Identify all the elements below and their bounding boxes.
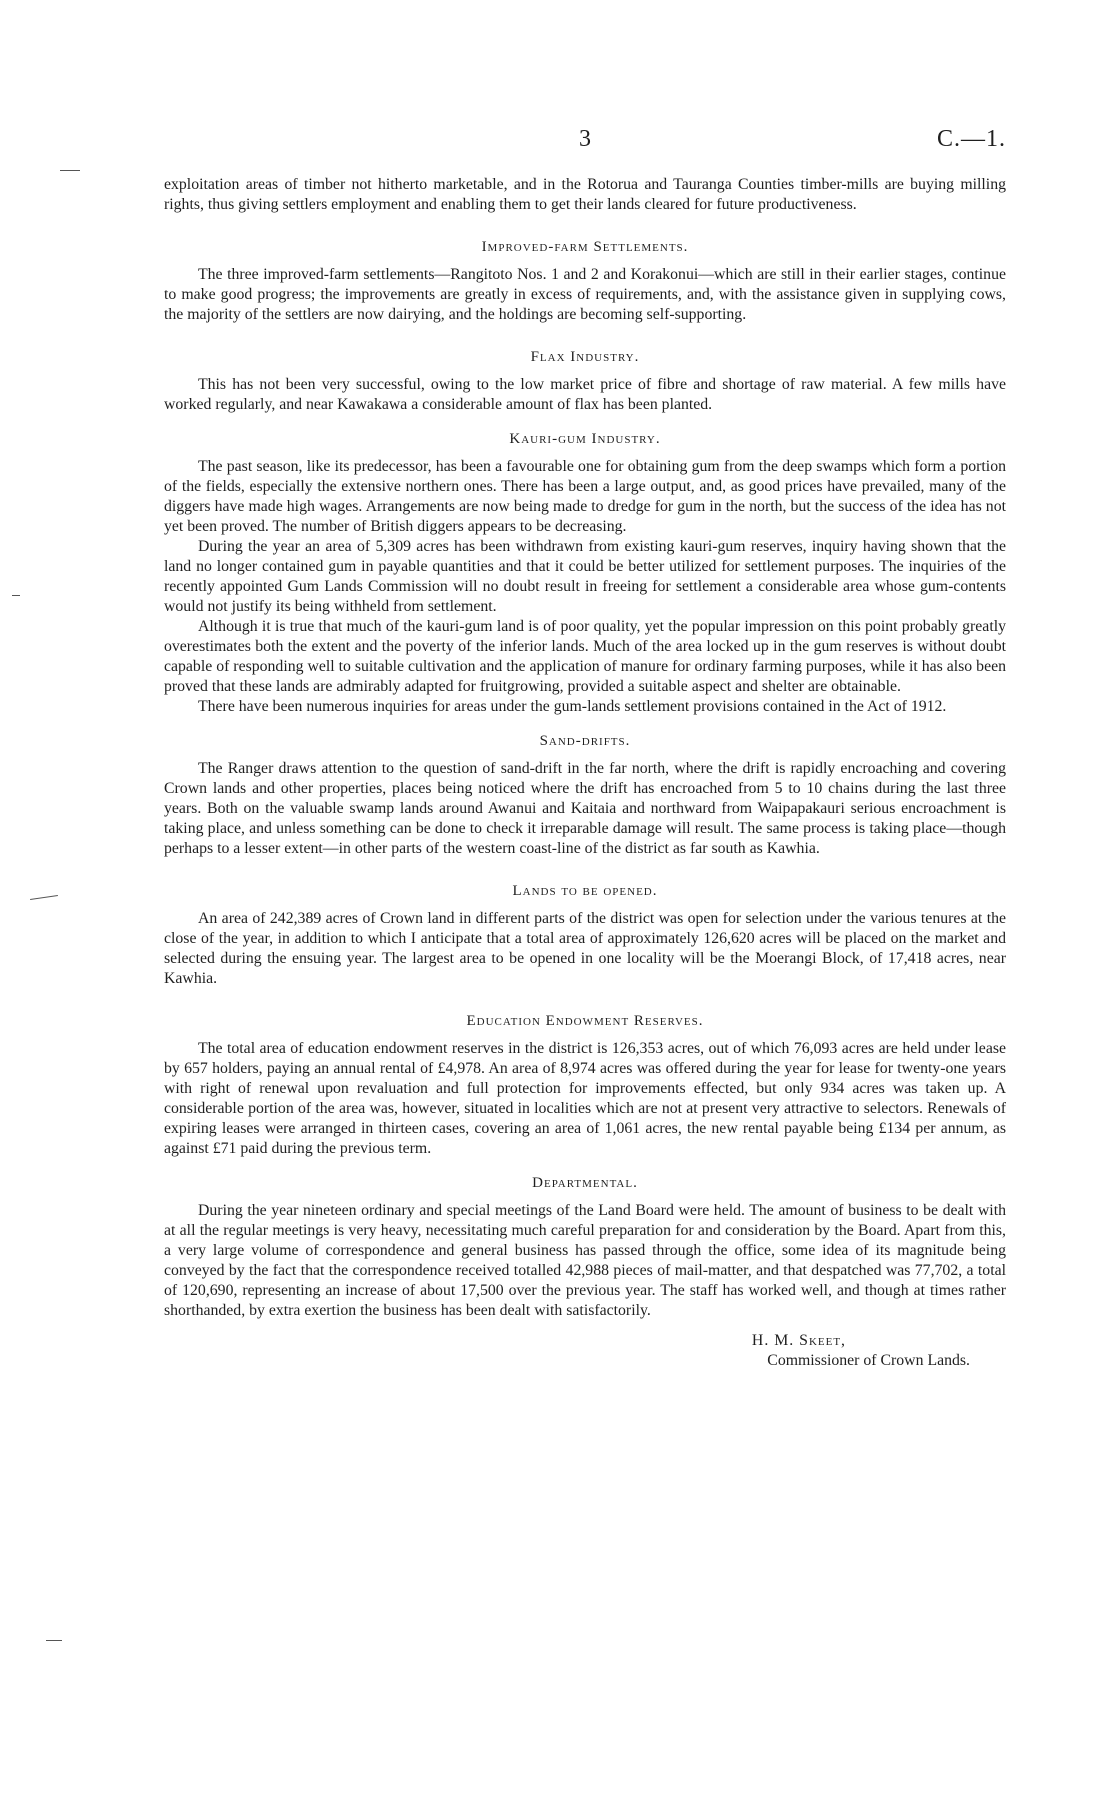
margin-mark <box>30 895 58 900</box>
paragraph: The total area of education endowment reserves in the district is 126,353 acres, out of which 76,093 acres are held under lease by 657 holders, paying an annual rental of £4,978. An area of 8,974 acres was offered during the year for lease for twenty-one years with right of renewal upon revaluation and full protection for improvements effected, but only 934 acres was taken up. A considerable portion of the area was, however, situated in localities which are not at present very attractive to selectors. Renewals of expiring leases were arranged in thirteen cases, covering an area of 1,061 acres, the new rental payable being £134 per annum, as against £71 paid during the previous term. <box>164 1040 1006 1157</box>
margin-mark <box>60 170 80 171</box>
signature-name: H. M. Skeet, <box>751 1332 846 1349</box>
section-heading: Kauri-gum Industry. <box>509 431 661 447</box>
paragraph: During the year nineteen ordinary and special meetings of the Land Board were held. The amount of business to be dealt with at all the regular meetings is very heavy, necessitating much careful preparation for and consideration by the Board. Apart from this, a very large volume of correspondence and general business has passed through the office, some idea of its magnitude being conveyed by the fact that the correspondence received totalled 42,988 pieces of mail-matter, and that despatched was 77,702, a total of 120,690, representing an increase of about 17,500 over the previous year. The staff has worked well, and though at times rather shorthanded, by extra exertion the business has been dealt with satisfactorily. <box>164 1202 1006 1319</box>
section-heading: Departmental. <box>532 1175 638 1191</box>
margin-mark <box>46 1640 62 1641</box>
paragraph: The three improved-farm settlements—Rangitoto Nos. 1 and 2 and Korakonui—which are still in their earlier stages, continue to make good progress; the improvements are greatly in excess of requirements, and, with the assistance given in supplying cows, the majority of the settlers are now dairying, and the holdings are becoming self-supporting. <box>164 266 1006 323</box>
paragraph: Although it is true that much of the kauri-gum land is of poor quality, yet the popular impression on this point probably greatly overestimates both the extent and the poverty of the inferior lands. Much of the area locked up in the gum reserves is without doubt capable of responding well to suitable cultivation and the application of manure for ordinary farming purposes, while it has also been proved that these lands are admirably adapted for fruitgrowing, provided a suitable aspect and shelter are obtainable. <box>164 618 1006 695</box>
paragraph: exploitation areas of timber not hitherto marketable, and in the Rotorua and Tauranga Counties timber-mills are buying milling rights, thus giving settlers employment and enabling them to get their lands cleared for future productiveness. <box>164 176 1006 213</box>
document-reference: C.—1. <box>936 126 1006 152</box>
section-heading: Lands to be opened. <box>512 883 658 899</box>
document-body <box>164 175 1006 1371</box>
signature-title: Commissioner of Crown Lands. <box>767 1352 970 1369</box>
paragraph: During the year an area of 5,309 acres has been withdrawn from existing kauri-gum reserves, inquiry having shown that the land no longer contained gum in payable quantities and that it could be better utilized for settlement purposes. The inquiries of the recently appointed Gum Lands Commission will no doubt result in freeing for settlement a considerable area whose gum-contents would not justify its being withheld from settlement. <box>164 538 1006 615</box>
paragraph: An area of 242,389 acres of Crown land in different parts of the district was open for selection under the various tenures at the close of the year, in addition to which I anticipate that a total area of approximately 126,620 acres will be placed on the market and selected during the ensuing year. The largest area to be opened in one locality will be the Moerangi Block, of 17,418 acres, near Kawhia. <box>164 910 1006 987</box>
section-heading: Sand-drifts. <box>539 733 631 749</box>
margin-mark <box>12 595 20 596</box>
section-heading: Flax Industry. <box>530 349 640 365</box>
paragraph: The Ranger draws attention to the question of sand-drift in the far north, where the drift is rapidly encroaching and covering Crown lands and other properties, places being noticed where the drift has encroached from 5 to 10 chains during the last three years. Both on the valuable swamp lands around Awanui and Kaitaia and northward from Waipapakauri serious encroachment is taking place, and unless something can be done to check it irreparable damage will result. The same process is taking place—though perhaps to a lesser extent—in other parts of the western coast-line of the district as far south as Kawhia. <box>164 760 1006 857</box>
paragraph: The past season, like its predecessor, has been a favourable one for obtaining gum from the deep swamps which form a portion of the fields, especially the extensive northern ones. There has been a large output, and, as good prices have prevailed, many of the diggers have made high wages. Arrangements are now being made to dredge for gum in the north, but the success of the idea has not yet been proved. The number of British diggers appears to be decreasing. <box>164 458 1006 535</box>
page-header <box>164 126 1006 156</box>
page-number: 3 <box>579 126 591 152</box>
paragraph: This has not been very successful, owing to the low market price of fibre and shortage of raw material. A few mills have worked regularly, and near Kawakawa a considerable amount of flax has been planted. <box>164 376 1006 413</box>
paragraph: There have been numerous inquiries for areas under the gum-lands settlement provisions contained in the Act of 1912. <box>198 698 947 715</box>
section-heading: Education Endowment Reserves. <box>466 1013 704 1029</box>
section-heading: Improved-farm Settlements. <box>481 239 689 255</box>
